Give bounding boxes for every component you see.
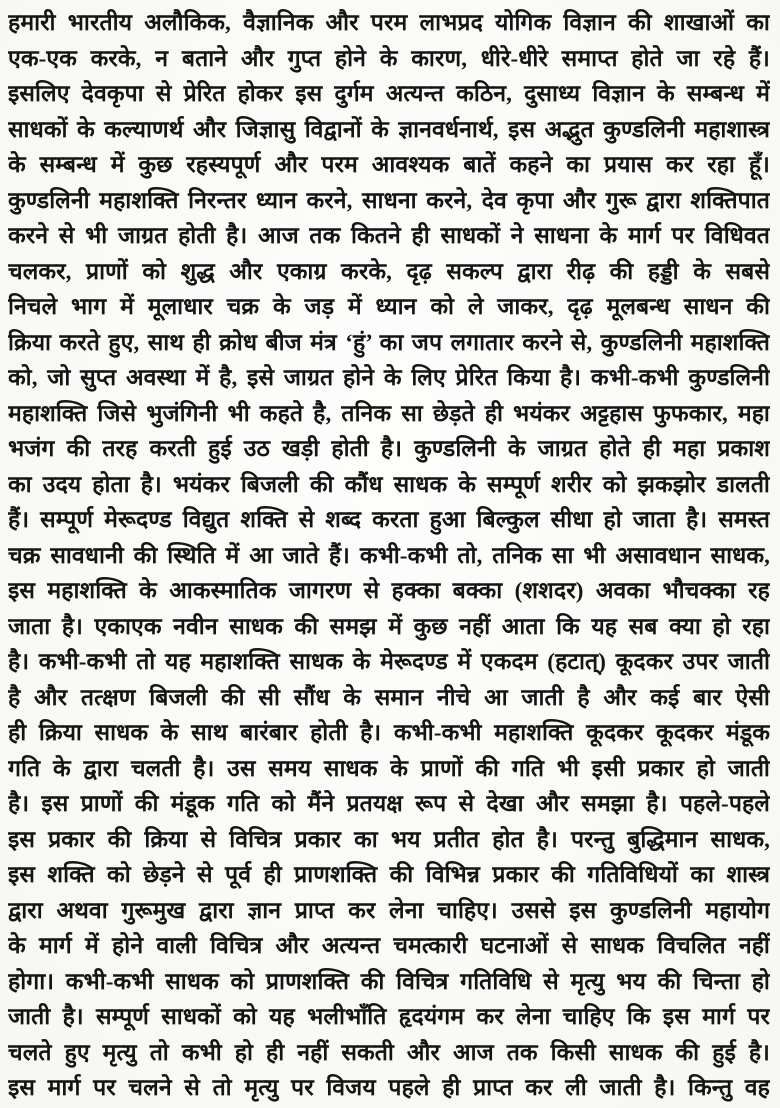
text-line: भजंग की तरह करती हुई उठ खड़ी होती है। कुण्डलिनी के जाग्रत होते ही महा प्रकाश xyxy=(8,436,770,461)
text-line: इस प्रकार की क्रिया से विचित्र प्रकार का भय प्रतीत होत है। परन्तु बुद्धिमान साधक, xyxy=(8,826,770,852)
text-line: है और तत्क्षण बिजली की सी सौंध के समान नीचे आ जाती है और कई बार ऐसी xyxy=(8,684,770,710)
text-line: गति के द्वारा चलती है। उस समय साधक के प्राणों की गति भी इसी प्रकार हो जाती xyxy=(8,755,770,781)
text-line: इस महाशक्ति के आकस्मातिक जागरण से हक्का बक्का (शशदर) अवका भौचक्का रह xyxy=(8,578,770,603)
text-line: साधकों के कल्याणर्थ और जिज्ञासु विद्वानों के ज्ञानवर्धनार्थ, इस अद्भुत कुण्डलिनी महाशास्त्र xyxy=(8,116,770,142)
text-line: करने से भी जाग्रत होती है। आज तक कितने ही साधकों ने साधना के मार्ग पर विधिवत xyxy=(8,223,770,248)
text-line: इस मार्ग पर चलने से तो मृत्यु पर विजय पहले ही प्राप्त कर ली जाती है। किन्तु वह xyxy=(8,1075,770,1100)
text-line: के मार्ग में होने वाली विचित्र और अत्यन्त चमत्कारी घटनाओं से साधक विचलित नहीं xyxy=(8,933,770,958)
text-line: महाशक्ति जिसे भुजंगिनी भी कहते है, तनिक सा छेड़ते ही भयंकर अट्टहास फुफकार, महा xyxy=(8,400,770,426)
text-line: का उदय होता है। भयंकर बिजली की कौंध साधक के सम्पूर्ण शरीर को झकझोर डालती xyxy=(8,471,770,497)
text-line: को, जो सुप्त अवस्था में है, इसे जाग्रत होने के लिए प्रेरित किया है। कभी-कभी कुण्डलिनी xyxy=(8,365,770,390)
text-line: चलते हुए मृत्यु तो कभी हो ही नहीं सकती और आज तक किसी साधक की हुई है। xyxy=(8,1039,770,1065)
text-line: ही क्रिया साधक के साथ बारंबार होती है। कभी-कभी महाशक्ति कूदकर कूदकर मंडूक xyxy=(8,720,770,745)
text-line: कुण्डलिनी महाशक्ति निरन्तर ध्यान करने, साधना करने, देव कृपा और गुरू द्वारा शक्तिपात xyxy=(8,187,770,213)
text-line: जाती है। सम्पूर्ण साधकों को यह भलीभाँति हृदयंगम कर लेना चाहिए कि इस मार्ग पर xyxy=(8,1004,770,1029)
text-line: इस शक्ति को छेड़ने से पूर्व ही प्राणशक्ति की विभिन्न प्रकार की गतिविधियों का शास्त्र xyxy=(8,862,770,887)
text-line: हमारी भारतीय अलौकिक, वैज्ञानिक और परम लाभप्रद योगिक विज्ञान की शाखाओं का xyxy=(8,10,770,35)
body-text-block xyxy=(8,5,770,1106)
text-line: क्रिया करते हुए, साथ ही क्रोध बीज मंत्र ‘हुं’ का जप लगातार करने से, कुण्डलिनी महाशक्ति xyxy=(8,329,770,355)
text-line: चक्र सावधानी की स्थिति में आ जाते हैं। कभी-कभी तो, तनिक सा भी असावधान साधक, xyxy=(8,542,770,568)
text-line: हैं। सम्पूर्ण मेरूदण्ड विद्युत शक्ति से शब्द करता हुआ बिल्कुल सीधा हो जाता है। समस्त xyxy=(8,507,770,532)
text-line: निचले भाग में मूलाधार चक्र के जड़ में ध्यान को ले जाकर, दृढ़ मूलबन्ध साधन की xyxy=(8,294,770,319)
text-line: है। इस प्राणों की मंडूक गति को मैंने प्रतयक्ष रूप से देखा और समझा है। पहले-पहले xyxy=(8,791,770,816)
text-line: इसलिए देवकृपा से प्रेरित होकर इस दुर्गम अत्यन्त कठिन, दुसाध्य विज्ञान के सम्बन्ध में xyxy=(8,81,770,106)
text-line: जाता है। एकाएक नवीन साधक की समझ में कुछ नहीं आता कि यह सब क्या हो रहा xyxy=(8,613,770,639)
text-line: द्वारा अथवा गुरूमुख द्वारा ज्ञान प्राप्त कर लेना चाहिए। उससे इस कुण्डलिनी महायोग xyxy=(8,897,770,923)
text-line: चलकर, प्राणों को शुद्ध और एकाग्र करके, दृढ़ सकल्प द्वारा रीढ़ की हड्डी के सबसे xyxy=(8,258,770,284)
text-line: होगा। कभी-कभी साधक को प्राणशक्ति की विचित्र गतिविधि से मृत्यु भय की चिन्ता हो xyxy=(8,968,770,994)
text-line: के सम्बन्ध में कुछ रहस्यपूर्ण और परम आवश्यक बातें कहने का प्रयास कर रहा हूँ। xyxy=(8,152,770,177)
text-line: है। कभी-कभी तो यह महाशक्ति साधक के मेरूदण्ड में एकदम (हटात्) कूदकर उपर जाती xyxy=(8,649,770,674)
text-line: एक-एक करके, न बताने और गुप्त होने के कारण, धीरे-धीरे समाप्त होते जा रहे हैं। xyxy=(8,45,770,71)
